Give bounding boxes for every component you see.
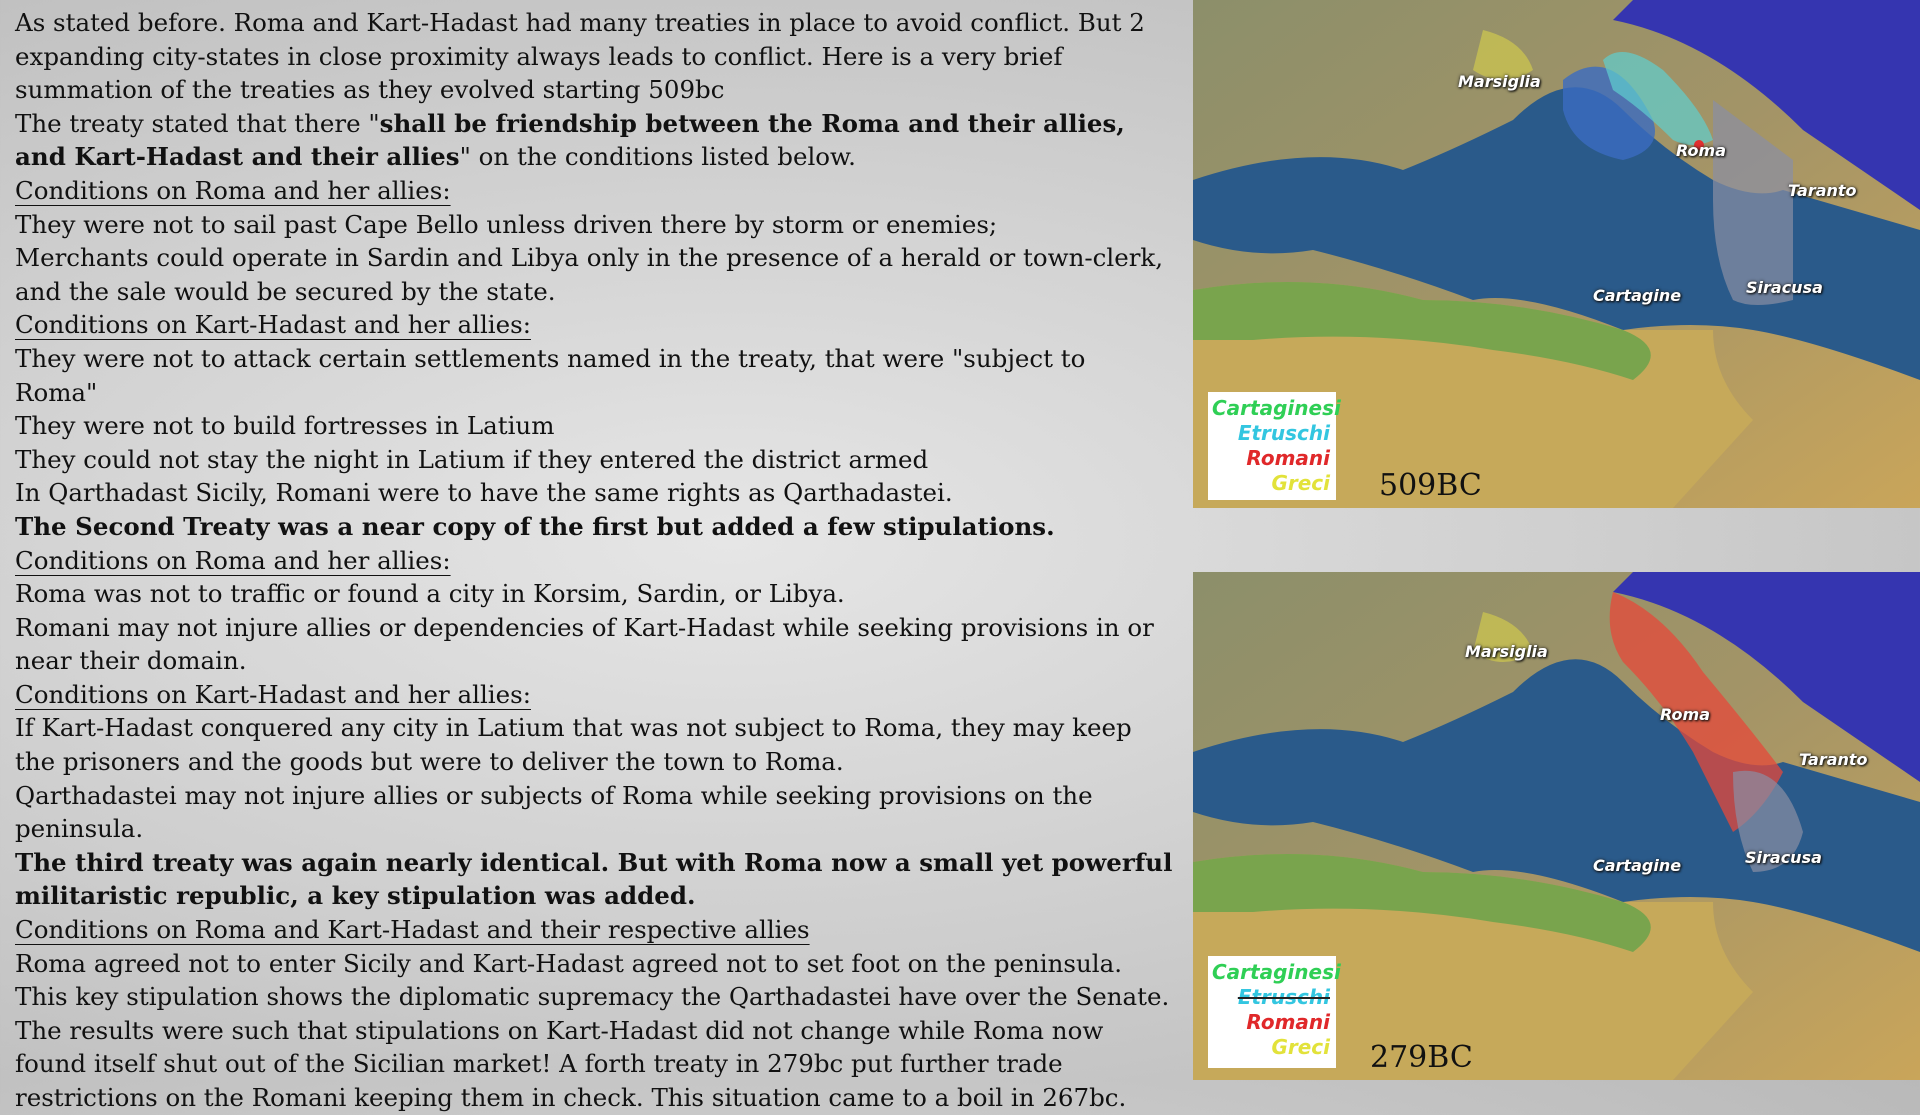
map-509bc (1193, 0, 1920, 508)
condition-provisions-qarthadastei: Qarthadastei may not injure allies or subjects of Roma while seeking provisions on the peninsula. (15, 780, 1093, 844)
condition-merchants: Merchants could operate in Sardin and Libya only in the presence of a herald or town-clerk, and the sale would be secured by the state. (15, 243, 1164, 306)
city-label-taranto: Taranto (1788, 181, 1857, 200)
condition-sicily-peninsula: Roma agreed not to enter Sicily and Kart-Hadast agreed not to set foot on the peninsula. (15, 948, 1122, 978)
heading-kart-hadast-conditions-1: Conditions on Kart-Hadast and her allies: (15, 310, 531, 340)
legend-romani: Romani (1246, 446, 1330, 470)
condition-sicily-rights: In Qarthadast Sicily, Romani were to have the same rights as Qarthadastei. (15, 478, 953, 508)
city-label-siracusa: Siracusa (1746, 278, 1823, 297)
legend-romani: Romani (1246, 1010, 1330, 1034)
heading-roma-conditions-1: Conditions on Roma and her allies: (15, 175, 451, 205)
legend-cartaginesi: Cartaginesi (1212, 396, 1341, 420)
city-label-cartagine: Cartagine (1593, 856, 1682, 875)
quote-close: " on the conditions listed below. (459, 142, 856, 172)
legend-etruschi-struck: Etruschi (1237, 985, 1330, 1009)
condition-fortresses: They were not to build fortresses in Latium (15, 411, 555, 441)
first-treaty-statement (15, 107, 1175, 174)
conclusion-paragraph: This key stipulation shows the diplomatic supremacy the Qarthadastei have over the Senate. The results were such that stipulations on Kart-Hadast did not change while Roma now found itself shut out of the Sicilian market! A forth treaty in 279bc put further trade restrictions on the Romani keeping them in check. This situation came to a boil in 267bc. (15, 982, 1170, 1112)
city-label-marsiglia: Marsiglia (1465, 642, 1548, 661)
city-label-roma: Roma (1660, 705, 1710, 724)
map-legend-279bc (1208, 956, 1341, 1068)
map-year-label: 279BC (1370, 1040, 1473, 1075)
friendship-clause: shall be friendship between the Roma and their allies, and Kart-Hadast and their allies (15, 108, 1125, 172)
city-label-marsiglia: Marsiglia (1458, 72, 1541, 91)
heading-kart-hadast-conditions-2: Conditions on Kart-Hadast and her allies: (15, 679, 531, 709)
treaty-text (15, 6, 1175, 1115)
legend-greci: Greci (1271, 1035, 1330, 1059)
condition-settlements: They were not to attack certain settlements named in the treaty, that were "subject to Roma" (15, 343, 1086, 407)
intro-paragraph: As stated before. Roma and Kart-Hadast had many treaties in place to avoid conflict. But 2 expanding city-states in close proximity always leads to conflict. Here is a very brief summation of the treaties as they evolved starting 509bc (15, 8, 1145, 105)
legend-etruschi: Etruschi (1237, 421, 1330, 445)
condition-provisions-romani: Romani may not injure allies or dependencies of Kart-Hadast while seeking provisions in or near their domain. (15, 612, 1154, 676)
map-year-label: 509BC (1379, 468, 1482, 503)
legend-greci: Greci (1271, 471, 1330, 495)
third-treaty-heading: The third treaty was again nearly identical. But with Roma now a small yet powerful militaristic republic, a key stipulation was added. (15, 847, 1173, 911)
quote-open: The treaty stated that there " (15, 108, 380, 138)
condition-korsim: Roma was not to traffic or found a city in Korsim, Sardin, or Libya. (15, 579, 845, 609)
second-treaty-heading: The Second Treaty was a near copy of the first but added a few stipulations. (15, 511, 1055, 541)
city-label-roma: Roma (1676, 141, 1726, 160)
legend-cartaginesi: Cartaginesi (1212, 960, 1341, 984)
city-label-siracusa: Siracusa (1745, 848, 1822, 867)
map-279bc (1193, 572, 1920, 1080)
city-label-taranto: Taranto (1799, 750, 1868, 769)
heading-roma-conditions-2: Conditions on Roma and her allies: (15, 545, 451, 575)
map-legend-509bc (1208, 392, 1341, 500)
heading-mutual-conditions: Conditions on Roma and Kart-Hadast and their respective allies (15, 915, 810, 945)
condition-night-armed: They could not stay the night in Latium if they entered the district armed (15, 444, 929, 474)
condition-cape-bello: They were not to sail past Cape Bello unless driven there by storm or enemies; (15, 209, 998, 239)
city-label-cartagine: Cartagine (1593, 286, 1682, 305)
condition-latium-city: If Kart-Hadast conquered any city in Latium that was not subject to Roma, they may keep the prisoners and the goods but were to deliver the town to Roma. (15, 713, 1132, 777)
